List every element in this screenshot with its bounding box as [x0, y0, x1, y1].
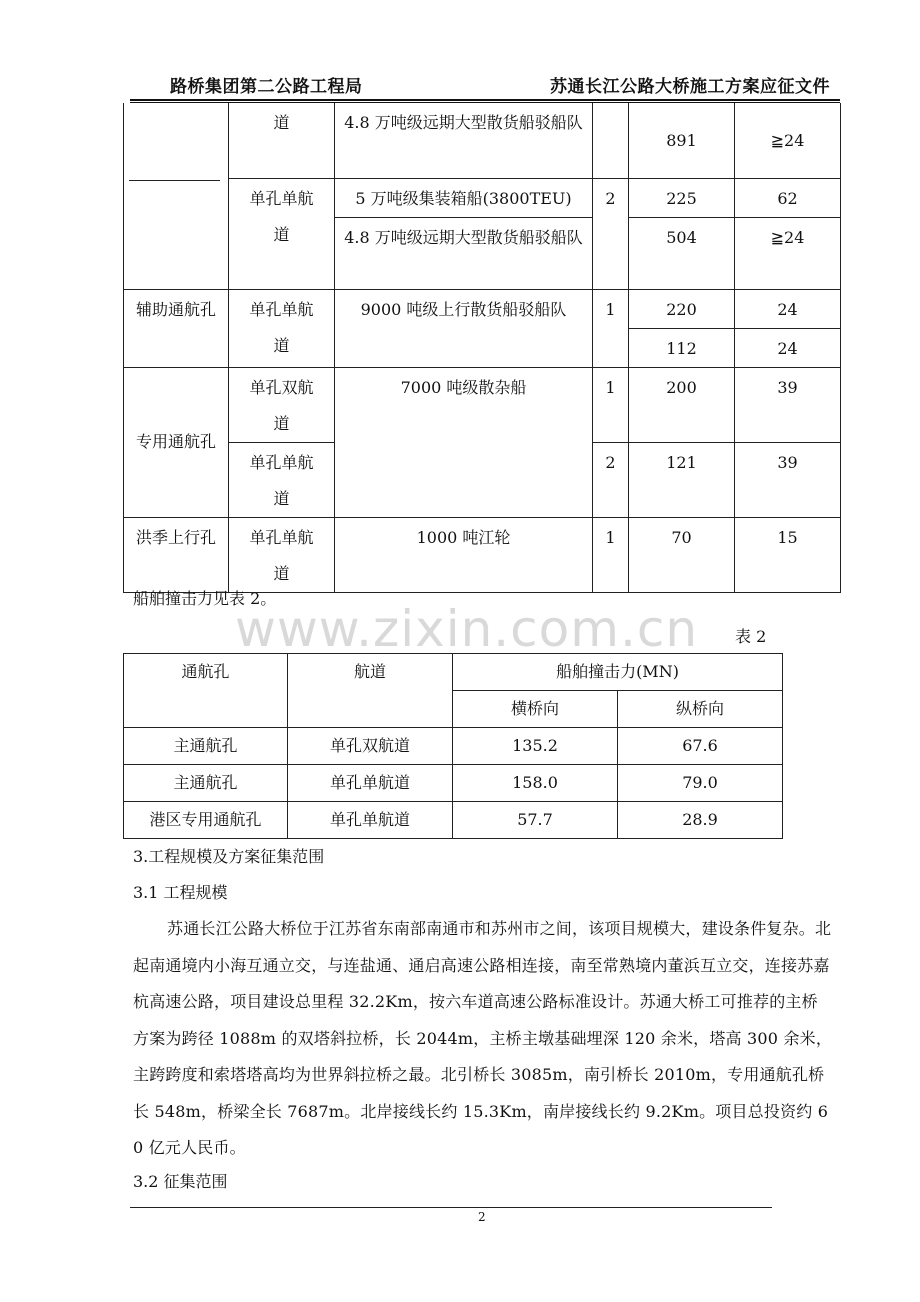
header-transverse: 横桥向	[453, 691, 618, 728]
table-cell-width: 225	[629, 178, 735, 217]
table-cell-hole: 辅助通航孔	[124, 289, 229, 367]
section-heading-3-2: 3.2 征集范围	[133, 1172, 228, 1191]
impact-force-table	[123, 653, 783, 839]
section-heading-3: 3.工程规模及方案征集范围	[133, 847, 325, 866]
body-paragraph: 苏通长江公路大桥位于江苏省东南部南通市和苏州市之间，该项目规模大，建设条件复杂。北起南通境内小海互通立交，与连盐通、通启高速公路相连接，南至常熟境内董浜互立交，连接苏嘉杭高速公路，项目建设总里程 32.2Km，按六车道高速公路标准设计。苏通大桥工可推荐的主桥方案为跨径 1088m 的双塔斜拉桥，长 2044m，主桥主墩基础埋深 120 余米，塔高 300 余米，主跨跨度和索塔塔高均为世界斜拉桥之最。北引桥长 3085m，南引桥长 2010m，专用通航孔桥长 548m，桥梁全长 7687m。北岸接线长约 15.3Km，南岸接线长约 9.2Km。项目总投资约 60 亿元人民币。	[133, 919, 833, 1157]
table-cell-empty	[124, 103, 229, 289]
table-cell-height: 24	[735, 289, 841, 328]
table-cell-transverse: 135.2	[453, 728, 618, 765]
table-cell-height: ≧24	[735, 217, 841, 289]
table-cell-height: 39	[735, 367, 841, 442]
table-cell-transverse: 158.0	[453, 765, 618, 802]
cell-divider	[129, 180, 220, 181]
table-cell-hole: 港区专用通航孔	[124, 802, 288, 839]
table-cell-hole: 主通航孔	[124, 765, 288, 802]
header-left-title: 路桥集团第二公路工程局	[170, 77, 363, 97]
table-cell-ship: 4.8 万吨级远期大型散货船驳船队	[335, 103, 593, 178]
table-cell-ship: 7000 吨级散杂船	[335, 367, 593, 517]
footer-rule	[130, 1207, 772, 1208]
header-lane: 航道	[288, 654, 453, 728]
table-cell-lane: 单孔单航道	[288, 765, 453, 802]
table-cell-width: 220	[629, 289, 735, 328]
table-cell-lane: 单孔单航道	[229, 442, 335, 517]
table-cell-count: 2	[593, 442, 629, 517]
table-cell-width: 504	[629, 217, 735, 289]
table-cell-count: 2	[593, 178, 629, 289]
table-cell-longitudinal: 67.6	[618, 728, 783, 765]
header-force: 船舶撞击力(MN)	[453, 654, 783, 691]
table-cell-hole: 洪季上行孔	[124, 517, 229, 592]
table-cell-hole: 专用通航孔	[124, 367, 229, 517]
table-cell-height: 15	[735, 517, 841, 592]
table-cell-width: 121	[629, 442, 735, 517]
table-cell-lane: 单孔双航道	[229, 367, 335, 442]
table-cell-count: 1	[593, 517, 629, 592]
table-cell-count: 1	[593, 289, 629, 367]
header-longitudinal: 纵桥向	[618, 691, 783, 728]
table-cell-ship: 9000 吨级上行散货船驳船队	[335, 289, 593, 367]
table-cell-count: 1	[593, 367, 629, 442]
table-cell-lane: 单孔双航道	[288, 728, 453, 765]
table2-caption: 表 2	[735, 627, 767, 646]
watermark: www.zixin.com.cn	[235, 600, 699, 658]
table-cell-count	[593, 103, 629, 178]
table-cell-height: 24	[735, 328, 841, 367]
table-cell-longitudinal: 79.0	[618, 765, 783, 802]
table-cell-width: 891	[629, 103, 735, 178]
table-cell-ship: 4.8 万吨级远期大型散货船驳船队	[335, 217, 593, 289]
header-right-title: 苏通长江公路大桥施工方案应征文件	[550, 77, 830, 97]
table-cell-longitudinal: 28.9	[618, 802, 783, 839]
table-cell-width: 70	[629, 517, 735, 592]
table-cell-transverse: 57.7	[453, 802, 618, 839]
table2-reference-text: 船舶撞击力见表 2。	[133, 589, 277, 608]
table-cell-height: ≧24	[735, 103, 841, 178]
table-cell-width: 200	[629, 367, 735, 442]
section-heading-3-1: 3.1 工程规模	[133, 883, 228, 902]
table-cell-ship: 1000 吨江轮	[335, 517, 593, 592]
table-cell-lane: 单孔单航道	[229, 517, 335, 592]
table-cell-lane: 单孔单航道	[288, 802, 453, 839]
table-cell-height: 62	[735, 178, 841, 217]
page-number: 2	[478, 1210, 486, 1224]
header-hole: 通航孔	[124, 654, 288, 728]
header-rule	[130, 99, 840, 101]
table-cell-hole: 主通航孔	[124, 728, 288, 765]
navigation-table	[123, 103, 841, 593]
table-cell-lane: 单孔单航道	[229, 178, 335, 289]
table-cell-lane: 单孔单航道	[229, 289, 335, 367]
table-cell-width: 112	[629, 328, 735, 367]
table-cell-ship: 5 万吨级集装箱船(3800TEU)	[335, 178, 593, 217]
table-cell-height: 39	[735, 442, 841, 517]
table-cell-lane: 道	[229, 103, 335, 178]
